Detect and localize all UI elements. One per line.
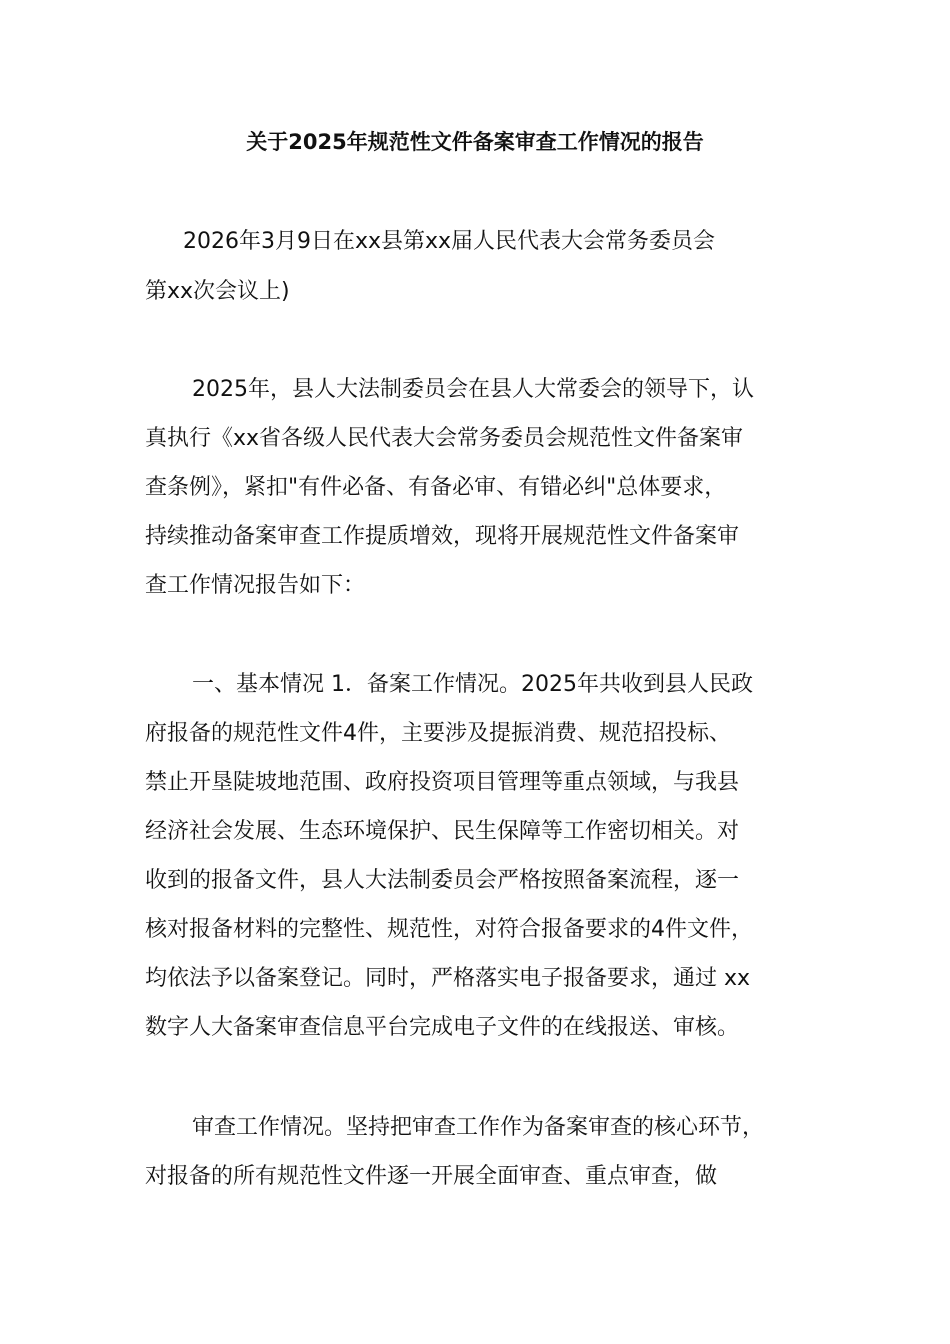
section1-line: 一、基本情况 1．备案工作情况。2025年共收到县人民政: [192, 672, 753, 697]
intro-line: 持续推动备案审查工作提质增效，现将开展规范性文件备案审: [145, 524, 740, 549]
review-line: 审查工作情况。坚持把审查工作作为备案审查的核心环节，: [192, 1115, 765, 1140]
intro-line: 查工作情况报告如下：: [145, 573, 366, 598]
section1-line: 数字人大备案审查信息平台完成电子文件的在线报送、审核。: [145, 1015, 740, 1040]
section1-line: 收到的报备文件，县人大法制委员会严格按照备案流程，逐一: [145, 868, 740, 893]
section1-line: 经济社会发展、生态环境保护、民生保障等工作密切相关。对: [145, 819, 740, 844]
review-line: 对报备的所有规范性文件逐一开展全面审查、重点审查，做: [145, 1164, 718, 1189]
intro-line: 真执行《xx省各级人民代表大会常务委员会规范性文件备案审: [145, 426, 744, 451]
section1-line: 核对报备材料的完整性、规范性，对符合报备要求的4件文件，: [145, 917, 753, 942]
intro-line: 查条例》，紧扣"有件必备、有备必审、有错必纠"总体要求，: [145, 475, 727, 500]
intro-line: 2025年，县人大法制委员会在县人大常委会的领导下，认: [192, 377, 754, 402]
meeting-note-line: 2026年3月9日在xx县第xx届人民代表大会常务委员会: [183, 229, 716, 254]
section1-line: 均依法予以备案登记。同时，严格落实电子报备要求，通过 xx: [145, 966, 751, 991]
section1-line: 禁止开垦陡坡地范围、政府投资项目管理等重点领域，与我县: [145, 770, 740, 795]
section1-line: 府报备的规范性文件4件，主要涉及提振消费、规范招投标、: [145, 721, 731, 746]
meeting-note-line: 第xx次会议上): [145, 279, 290, 304]
document-title: 关于2025年规范性文件备案审查工作情况的报告: [246, 130, 704, 154]
